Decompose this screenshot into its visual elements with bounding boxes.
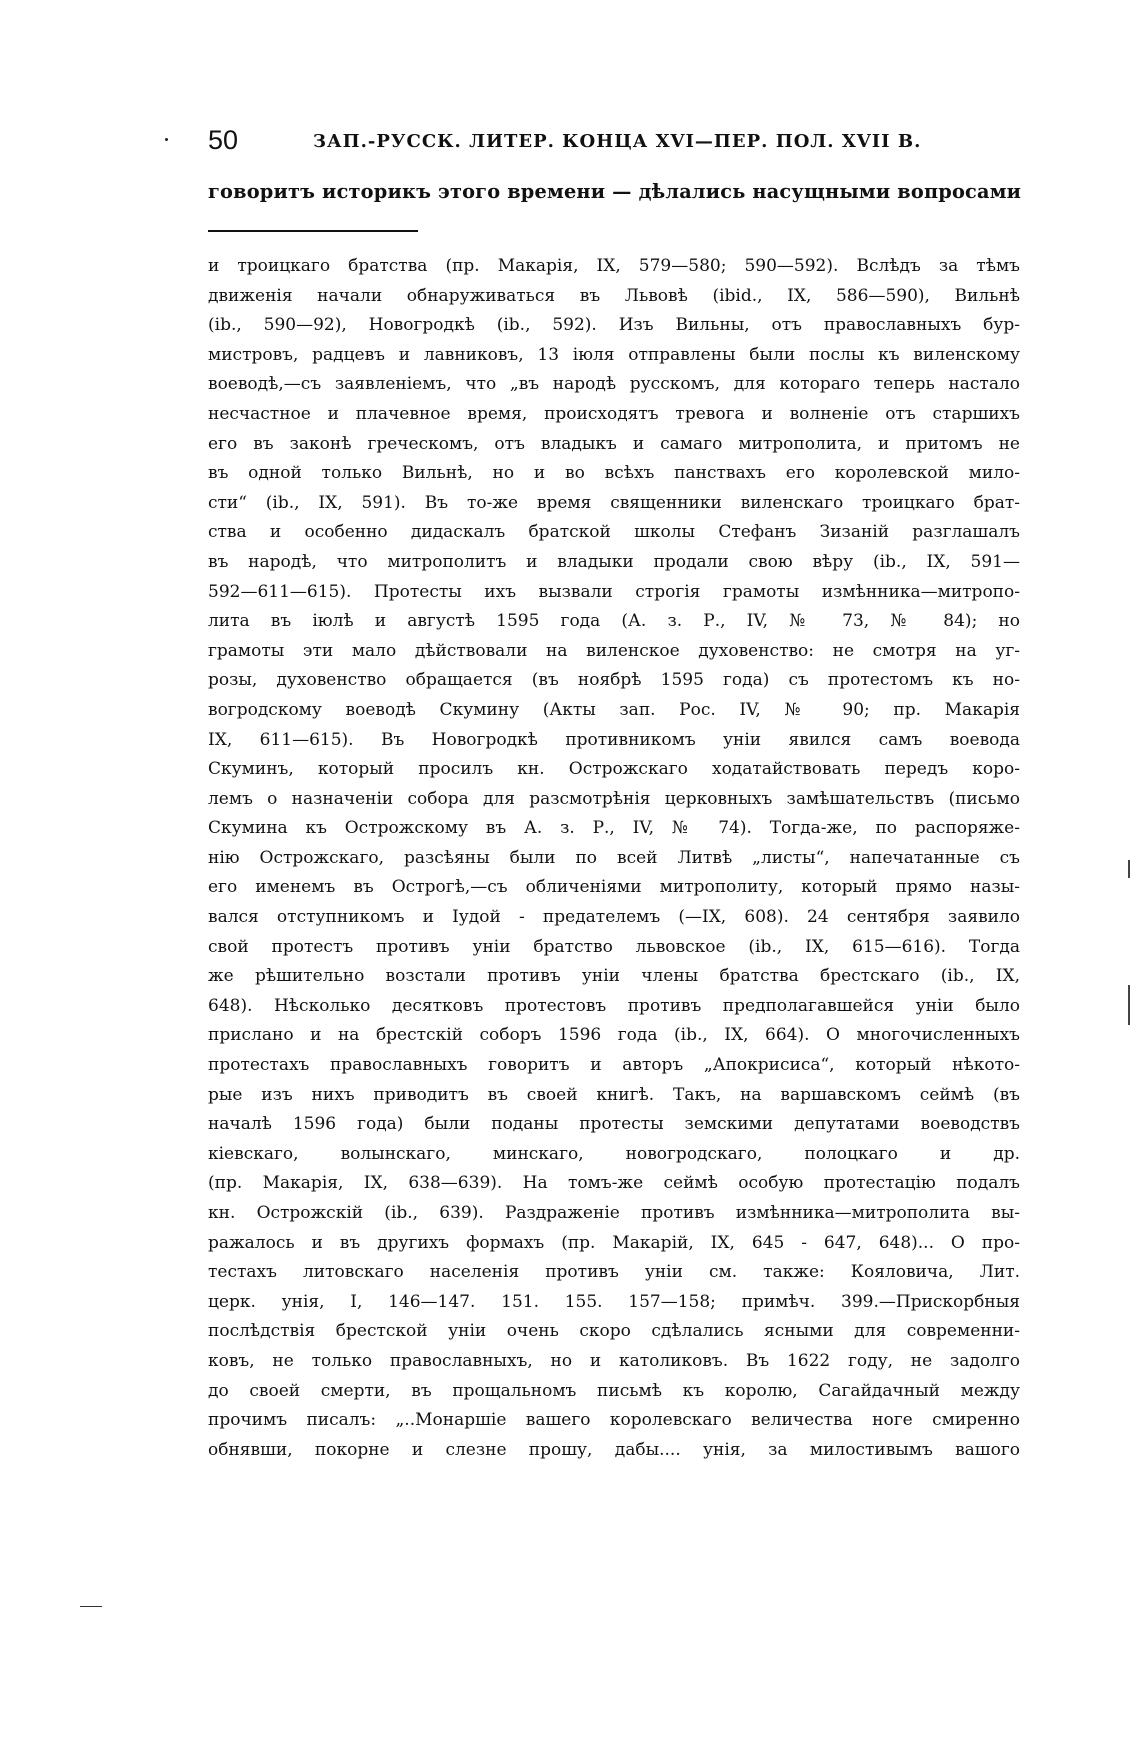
footnote-line: прочимъ писалъ: „..Монаршіе вашего королевскаго величества ноге смиренно <box>208 1410 1020 1431</box>
footnote-line: нію Острожскаго, разсѣяны были по всей Литвѣ „листы“, напечатанные съ <box>208 847 1020 868</box>
footnote-line: и троицкаго братства (пр. Макарія, IX, 579—580; 590—592). Вслѣдъ за тѣмъ <box>208 256 1020 276</box>
edge-mark <box>1128 985 1130 1025</box>
footnote-line: вался отступникомъ и Іудой - предателемъ (—IX, 608). 24 сентября заявило <box>208 907 1020 928</box>
footnote-line: кіевскаго, волынскаго, минскаго, новогродскаго, полоцкаго и др. <box>208 1143 1020 1164</box>
page-number: 50 <box>208 125 239 155</box>
footnote-separator-rule <box>208 230 418 232</box>
footnote-line: 592—611—615). Протесты ихъ вызвали строгія грамоты измѣнника—митропо- <box>208 581 1020 602</box>
footnote-line: розы, духовенство обращается (въ ноябрѣ 1595 года) съ протестомъ къ но- <box>208 670 1020 691</box>
footnote-line: мистровъ, радцевъ и лавниковъ, 13 іюля отправлены были послы къ виленскому <box>208 344 1020 365</box>
footnote-line: IX, 611—615). Въ Новогродкѣ противникомъ уніи явился самъ воевода <box>208 729 1020 750</box>
footnote-block <box>208 252 1020 1465</box>
footnote-line: въ народѣ, что митрополитъ и владыки продали свою вѣру (ib., IX, 591— <box>208 551 1020 572</box>
footnote-line: его именемъ въ Острогѣ,—съ обличеніями митрополиту, который прямо назы- <box>208 877 1020 898</box>
footnote-line: до своей смерти, въ прощальномъ письмѣ къ королю, Сагайдачный между <box>208 1380 1020 1401</box>
footnote-line: сти“ (ib., IX, 591). Въ то-же время священники виленскаго троицкаго брат- <box>208 492 1020 513</box>
footnote-line: обнявши, покорне и слезне прошу, дабы.... унія, за милостивымъ вашого <box>208 1439 1020 1460</box>
footnote-line: вогродскому воеводѣ Скумину (Акты зап. Рос. IV, № 90; пр. Макарія <box>208 699 1020 720</box>
running-title: ЗАП.-РУССК. ЛИТЕР. КОНЦА XVI—ПЕР. ПОЛ. XVII В. <box>313 131 922 152</box>
footnote-line: движенія начали обнаруживаться въ Львовѣ (ibid., IX, 586—590), Вильнѣ <box>208 285 1020 306</box>
footnote-line: ражалось и въ другихъ формахъ (пр. Макарій, IX, 645 - 647, 648)... О про- <box>208 1232 1020 1253</box>
footnote-line: грамоты эти мало дѣйствовали на виленское духовенство: не смотря на уг- <box>208 640 1020 661</box>
margin-dot <box>165 138 168 141</box>
footnote-line: его въ законѣ греческомъ, отъ владыкъ и самаго митрополита, и притомъ не <box>208 433 1020 454</box>
footnote-line: ковъ, не только православныхъ, но и католиковъ. Въ 1622 году, не задолго <box>208 1350 1020 1371</box>
footnote-line: же рѣшительно возстали противъ уніи члены братства брестскаго (ib., IX, <box>208 966 1020 987</box>
footnote-line: началѣ 1596 года) были поданы протесты земскими депутатами воеводствъ <box>208 1114 1020 1135</box>
footnote-line: церк. унія, I, 146—147. 151. 155. 157—158; примѣч. 399.—Прискорбныя <box>208 1291 1020 1312</box>
footnote-line: Скуминъ, который просилъ кн. Острожскаго ходатайствовать передъ коро- <box>208 759 1020 780</box>
footnote-line: послѣдствія брестской уніи очень скоро сдѣлались ясными для современни- <box>208 1321 1020 1342</box>
footnote-line: 648). Нѣсколько десятковъ протестовъ противъ предполагавшейся уніи было <box>208 995 1020 1016</box>
margin-dash <box>80 1606 102 1607</box>
body-continuation-line: говоритъ историкъ этого времени — дѣлались насущными вопросами <box>208 180 1022 203</box>
footnote-line: кн. Острожскій (ib., 639). Раздраженіе противъ измѣнника—митрополита вы- <box>208 1203 1020 1223</box>
footnote-line: воеводѣ,—съ заявленіемъ, что „въ народѣ русскомъ, для котораго теперь настало <box>208 374 1020 395</box>
footnote-line: (пр. Макарія, IX, 638—639). На томъ-же сеймѣ особую протестацію подалъ <box>208 1173 1020 1194</box>
footnote-line: протестахъ православныхъ говоритъ и авторъ „Апокрисиса“, который нѣкото- <box>208 1055 1020 1076</box>
footnote-line: Скумина къ Острожскому въ А. з. Р., IV, № 74). Тогда-же, по распоряже- <box>208 818 1020 839</box>
footnote-line: несчастное и плачевное время, происходятъ тревога и волненіе отъ старшихъ <box>208 403 1020 424</box>
edge-mark <box>1128 860 1130 878</box>
footnote-line: лита въ іюлѣ и августѣ 1595 года (А. з. Р., IV, № 73, № 84); но <box>208 611 1020 632</box>
running-head <box>208 125 1020 165</box>
footnote-line: лемъ о назначеніи собора для разсмотрѣнія церковныхъ замѣшательствъ (письмо <box>208 788 1020 809</box>
footnote-line: въ одной только Вильнѣ, но и во всѣхъ панствахъ его королевской мило- <box>208 463 1020 484</box>
footnote-line: (ib., 590—92), Новогродкѣ (ib., 592). Изъ Вильны, отъ православныхъ бур- <box>208 315 1020 336</box>
footnote-line: тестахъ литовскаго населенія противъ уніи см. также: Кояловича, Лит. <box>208 1262 1020 1283</box>
footnote-line: ства и особенно дидаскалъ братской школы Стефанъ Зизаній разглашалъ <box>208 522 1020 543</box>
footnote-line: свой протестъ противъ уніи братство львовское (ib., IX, 615—616). Тогда <box>208 936 1020 957</box>
footnote-line: прислано и на брестскій соборъ 1596 года (ib., IX, 664). О многочисленныхъ <box>208 1025 1020 1046</box>
footnote-line: рые изъ нихъ приводитъ въ своей книгѣ. Такъ, на варшавскомъ сеймѣ (въ <box>208 1084 1020 1105</box>
